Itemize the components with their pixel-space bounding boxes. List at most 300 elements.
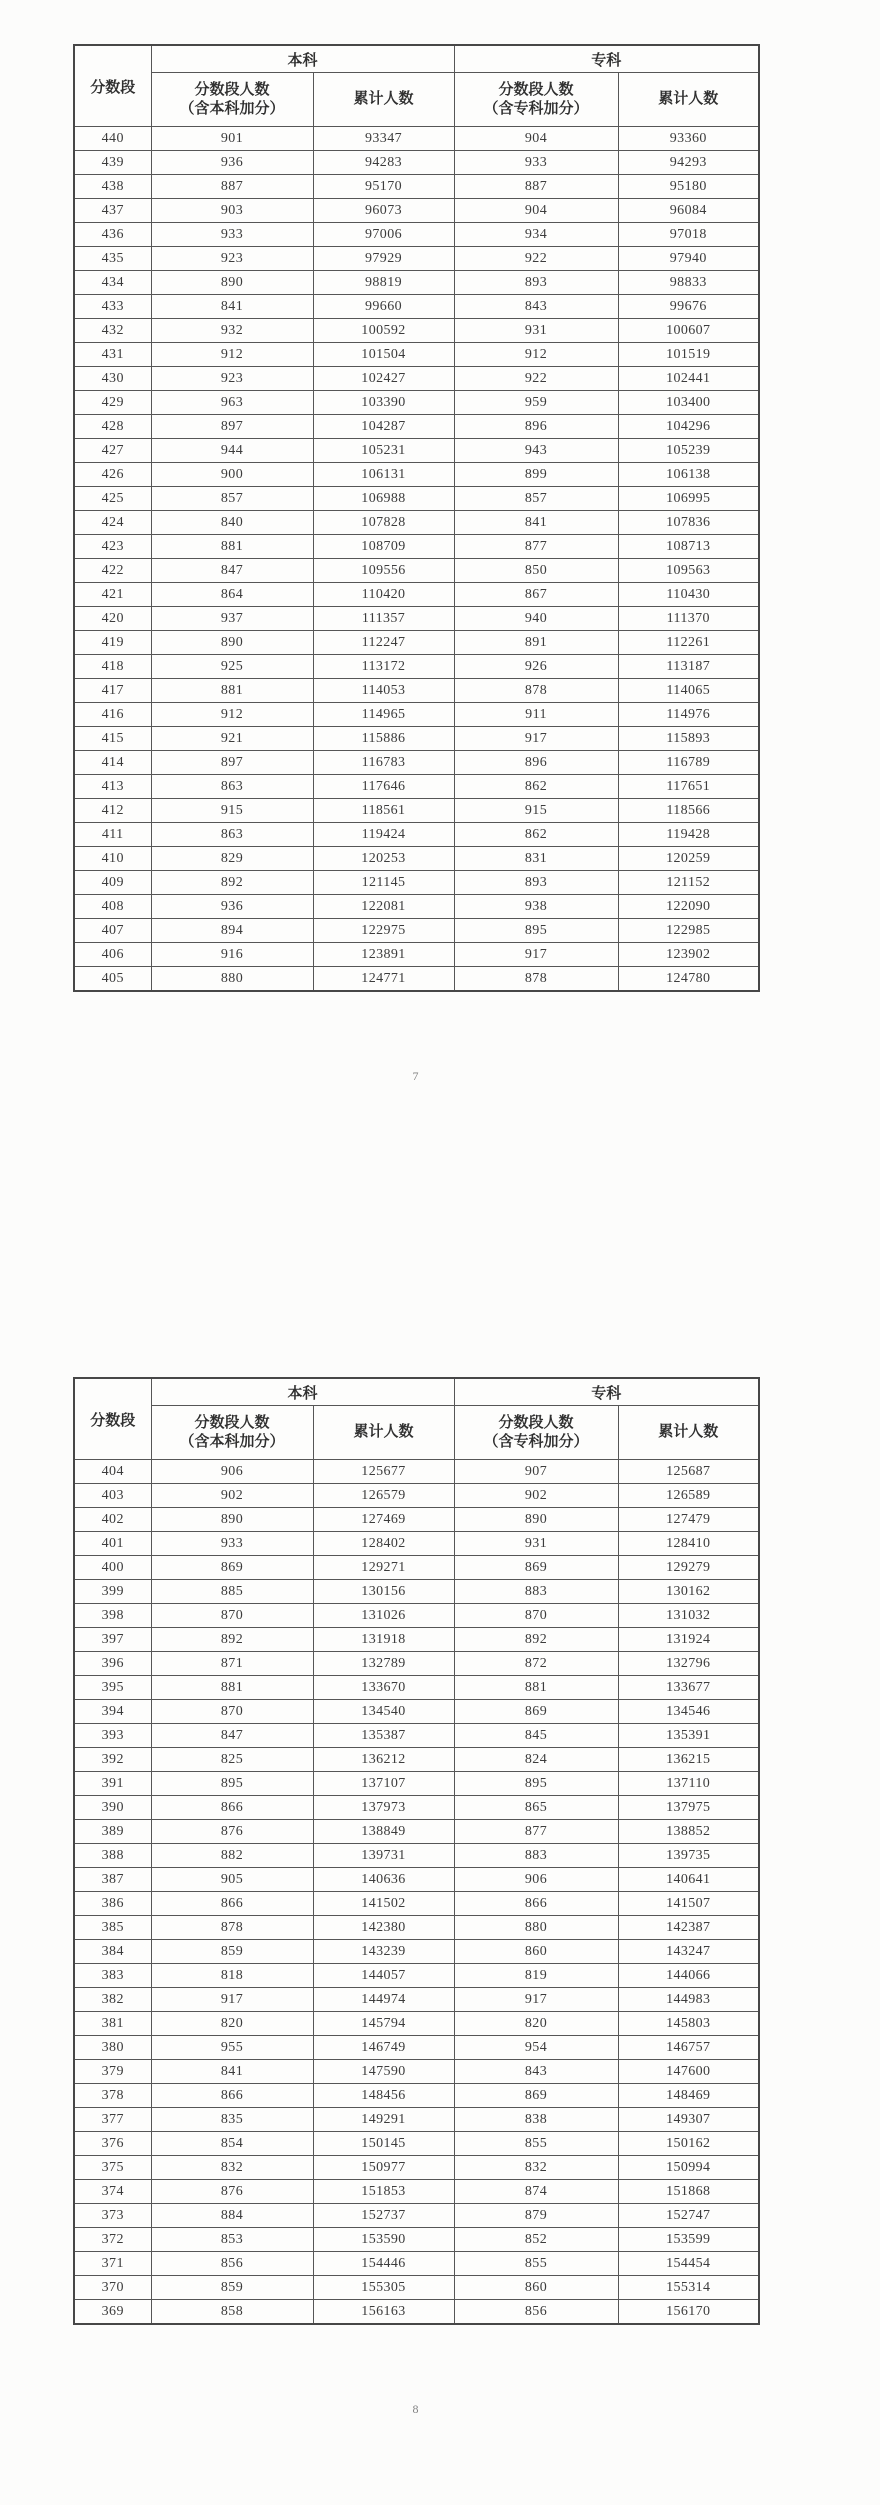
table-cell: 133677	[618, 1676, 759, 1700]
table-cell: 113187	[618, 655, 759, 679]
table-row	[74, 1820, 759, 1844]
header-line: 分数段人数	[498, 1414, 574, 1431]
table-cell: 115886	[313, 727, 454, 751]
table-cell: 384	[74, 1940, 151, 1964]
table-cell: 108709	[313, 535, 454, 559]
table-cell: 876	[151, 1820, 313, 1844]
table-cell: 108713	[618, 535, 759, 559]
table-cell: 840	[151, 511, 313, 535]
table-cell: 390	[74, 1796, 151, 1820]
table-row	[74, 1940, 759, 1964]
table-cell: 860	[454, 2276, 618, 2300]
table-cell: 819	[454, 1964, 618, 1988]
table-cell: 825	[151, 1748, 313, 1772]
table-cell: 850	[454, 559, 618, 583]
table-cell: 912	[151, 343, 313, 367]
table-cell: 906	[454, 1868, 618, 1892]
table-cell: 399	[74, 1580, 151, 1604]
table-cell: 857	[454, 487, 618, 511]
table-cell: 883	[454, 1844, 618, 1868]
table-row	[74, 1916, 759, 1940]
table-header-sub-row	[74, 73, 759, 127]
table-cell: 150162	[618, 2132, 759, 2156]
table-row	[74, 703, 759, 727]
table-cell: 818	[151, 1964, 313, 1988]
table-cell: 838	[454, 2108, 618, 2132]
table-row	[74, 151, 759, 175]
table-cell: 881	[151, 535, 313, 559]
table-cell: 881	[151, 1676, 313, 1700]
table-row	[74, 2300, 759, 2325]
table-cell: 398	[74, 1604, 151, 1628]
table-cell: 119424	[313, 823, 454, 847]
table-row	[74, 2228, 759, 2252]
table-cell: 855	[454, 2252, 618, 2276]
table-cell: 126579	[313, 1484, 454, 1508]
table-cell: 869	[454, 1700, 618, 1724]
table-cell: 147600	[618, 2060, 759, 2084]
table-cell: 114053	[313, 679, 454, 703]
table-row	[74, 871, 759, 895]
table-cell: 109563	[618, 559, 759, 583]
table-cell: 97018	[618, 223, 759, 247]
table-cell: 922	[454, 367, 618, 391]
table-cell: 402	[74, 1508, 151, 1532]
table-cell: 122090	[618, 895, 759, 919]
table-row	[74, 1532, 759, 1556]
table-cell: 106138	[618, 463, 759, 487]
table-cell: 121145	[313, 871, 454, 895]
table-body-page-8	[74, 1460, 759, 2325]
column-group-college: 专科	[454, 1378, 759, 1406]
table-cell: 372	[74, 2228, 151, 2252]
table-row	[74, 2156, 759, 2180]
table-cell: 438	[74, 175, 151, 199]
column-header-college-cumulative: 累计人数	[618, 1406, 759, 1460]
table-cell: 860	[454, 1940, 618, 1964]
table-cell: 917	[454, 943, 618, 967]
table-cell: 136215	[618, 1748, 759, 1772]
table-cell: 416	[74, 703, 151, 727]
table-cell: 897	[151, 415, 313, 439]
table-cell: 101504	[313, 343, 454, 367]
table-cell: 110420	[313, 583, 454, 607]
table-cell: 394	[74, 1700, 151, 1724]
table-cell: 863	[151, 823, 313, 847]
table-cell: 410	[74, 847, 151, 871]
table-cell: 137973	[313, 1796, 454, 1820]
table-cell: 831	[454, 847, 618, 871]
table-cell: 847	[151, 1724, 313, 1748]
table-cell: 901	[151, 127, 313, 151]
table-cell: 923	[151, 247, 313, 271]
table-cell: 835	[151, 2108, 313, 2132]
table-cell: 114976	[618, 703, 759, 727]
table-row	[74, 1484, 759, 1508]
table-cell: 391	[74, 1772, 151, 1796]
table-cell: 137107	[313, 1772, 454, 1796]
table-row	[74, 559, 759, 583]
table-cell: 959	[454, 391, 618, 415]
page-number: 8	[412, 2402, 419, 2416]
table-cell: 876	[151, 2180, 313, 2204]
column-header-undergrad-cumulative: 累计人数	[313, 73, 454, 127]
table-cell: 887	[151, 175, 313, 199]
table-cell: 917	[151, 1988, 313, 2012]
table-cell: 884	[151, 2204, 313, 2228]
table-cell: 94293	[618, 151, 759, 175]
table-cell: 911	[454, 703, 618, 727]
table-row	[74, 247, 759, 271]
table-row	[74, 775, 759, 799]
table-cell: 870	[151, 1604, 313, 1628]
table-cell: 138852	[618, 1820, 759, 1844]
table-cell: 897	[151, 751, 313, 775]
table-row	[74, 2060, 759, 2084]
table-cell: 936	[151, 151, 313, 175]
table-cell: 880	[454, 1916, 618, 1940]
table-cell: 148456	[313, 2084, 454, 2108]
table-cell: 429	[74, 391, 151, 415]
table-row	[74, 1556, 759, 1580]
table-cell: 412	[74, 799, 151, 823]
table-cell: 892	[454, 1628, 618, 1652]
table-row	[74, 511, 759, 535]
table-cell: 890	[151, 631, 313, 655]
table-row	[74, 1604, 759, 1628]
table-cell: 388	[74, 1844, 151, 1868]
column-group-undergraduate: 本科	[151, 1378, 454, 1406]
table-cell: 845	[454, 1724, 618, 1748]
table-cell: 866	[454, 1892, 618, 1916]
table-cell: 869	[454, 2084, 618, 2108]
table-cell: 866	[151, 2084, 313, 2108]
table-cell: 932	[151, 319, 313, 343]
table-cell: 426	[74, 463, 151, 487]
table-row	[74, 2252, 759, 2276]
table-cell: 156170	[618, 2300, 759, 2325]
table-cell: 915	[454, 799, 618, 823]
table-row	[74, 2012, 759, 2036]
table-cell: 146757	[618, 2036, 759, 2060]
table-header-group-row	[74, 1378, 759, 1406]
table-cell: 147590	[313, 2060, 454, 2084]
table-cell: 103390	[313, 391, 454, 415]
table-cell: 155314	[618, 2276, 759, 2300]
table-cell: 871	[151, 1652, 313, 1676]
table-cell: 890	[454, 1508, 618, 1532]
table-cell: 131026	[313, 1604, 454, 1628]
table-row	[74, 799, 759, 823]
table-cell: 96073	[313, 199, 454, 223]
table-cell: 139731	[313, 1844, 454, 1868]
table-row	[74, 2204, 759, 2228]
table-cell: 890	[151, 271, 313, 295]
table-cell: 371	[74, 2252, 151, 2276]
table-cell: 820	[151, 2012, 313, 2036]
table-cell: 428	[74, 415, 151, 439]
table-cell: 895	[151, 1772, 313, 1796]
table-cell: 405	[74, 967, 151, 992]
score-distribution-table-page-7	[73, 44, 760, 992]
table-cell: 891	[454, 631, 618, 655]
table-row	[74, 535, 759, 559]
table-cell: 915	[151, 799, 313, 823]
table-cell: 847	[151, 559, 313, 583]
table-cell: 141507	[618, 1892, 759, 1916]
table-cell: 440	[74, 127, 151, 151]
table-cell: 896	[454, 751, 618, 775]
table-cell: 955	[151, 2036, 313, 2060]
table-cell: 103400	[618, 391, 759, 415]
table-cell: 870	[151, 1700, 313, 1724]
table-cell: 874	[454, 2180, 618, 2204]
table-cell: 140636	[313, 1868, 454, 1892]
table-cell: 420	[74, 607, 151, 631]
table-cell: 912	[454, 343, 618, 367]
table-cell: 853	[151, 2228, 313, 2252]
column-header-undergrad-cumulative: 累计人数	[313, 1406, 454, 1460]
table-cell: 864	[151, 583, 313, 607]
table-cell: 944	[151, 439, 313, 463]
table-cell: 151868	[618, 2180, 759, 2204]
table-cell: 106995	[618, 487, 759, 511]
table-row	[74, 391, 759, 415]
table-cell: 931	[454, 319, 618, 343]
table-cell: 432	[74, 319, 151, 343]
table-cell: 824	[454, 1748, 618, 1772]
table-cell: 155305	[313, 2276, 454, 2300]
table-cell: 133670	[313, 1676, 454, 1700]
table-cell: 877	[454, 535, 618, 559]
table-row	[74, 439, 759, 463]
table-cell: 154446	[313, 2252, 454, 2276]
table-header-group-row	[74, 45, 759, 73]
table-cell: 101519	[618, 343, 759, 367]
table-cell: 375	[74, 2156, 151, 2180]
table-cell: 128402	[313, 1532, 454, 1556]
column-group-undergraduate: 本科	[151, 45, 454, 73]
table-row	[74, 1748, 759, 1772]
table-cell: 872	[454, 1652, 618, 1676]
table-cell: 152737	[313, 2204, 454, 2228]
table-cell: 881	[151, 679, 313, 703]
column-header-college-cumulative: 累计人数	[618, 73, 759, 127]
table-cell: 406	[74, 943, 151, 967]
table-cell: 107828	[313, 511, 454, 535]
table-cell: 106988	[313, 487, 454, 511]
table-cell: 117646	[313, 775, 454, 799]
table-cell: 118561	[313, 799, 454, 823]
table-cell: 894	[151, 919, 313, 943]
table-cell: 912	[151, 703, 313, 727]
table-cell: 145794	[313, 2012, 454, 2036]
table-cell: 857	[151, 487, 313, 511]
column-header-undergrad-count	[151, 1406, 313, 1460]
table-cell: 902	[151, 1484, 313, 1508]
table-cell: 139735	[618, 1844, 759, 1868]
table-cell: 134546	[618, 1700, 759, 1724]
table-cell: 902	[454, 1484, 618, 1508]
table-cell: 145803	[618, 2012, 759, 2036]
header-line: （含本科加分）	[179, 1433, 285, 1450]
table-cell: 963	[151, 391, 313, 415]
table-cell: 150145	[313, 2132, 454, 2156]
table-cell: 882	[151, 1844, 313, 1868]
table-cell: 98833	[618, 271, 759, 295]
table-cell: 869	[151, 1556, 313, 1580]
table-row	[74, 199, 759, 223]
table-row	[74, 1772, 759, 1796]
table-cell: 116783	[313, 751, 454, 775]
table-cell: 852	[454, 2228, 618, 2252]
table-cell: 829	[151, 847, 313, 871]
table-cell: 140641	[618, 1868, 759, 1892]
table-row	[74, 1988, 759, 2012]
table-cell: 922	[454, 247, 618, 271]
table-cell: 423	[74, 535, 151, 559]
table-cell: 143239	[313, 1940, 454, 1964]
table-cell: 95180	[618, 175, 759, 199]
table-cell: 418	[74, 655, 151, 679]
table-cell: 154454	[618, 2252, 759, 2276]
table-cell: 862	[454, 775, 618, 799]
table-row	[74, 2180, 759, 2204]
table-row	[74, 2132, 759, 2156]
table-cell: 378	[74, 2084, 151, 2108]
table-cell: 142387	[618, 1916, 759, 1940]
table-row	[74, 367, 759, 391]
table-row	[74, 1700, 759, 1724]
table-cell: 126589	[618, 1484, 759, 1508]
table-cell: 890	[151, 1508, 313, 1532]
table-cell: 105231	[313, 439, 454, 463]
table-cell: 129279	[618, 1556, 759, 1580]
table-cell: 925	[151, 655, 313, 679]
table-cell: 95170	[313, 175, 454, 199]
table-row	[74, 631, 759, 655]
table-cell: 896	[454, 415, 618, 439]
table-cell: 401	[74, 1532, 151, 1556]
table-cell: 933	[454, 151, 618, 175]
table-cell: 940	[454, 607, 618, 631]
table-cell: 99660	[313, 295, 454, 319]
table-row	[74, 2108, 759, 2132]
table-cell: 419	[74, 631, 151, 655]
column-group-college: 专科	[454, 45, 759, 73]
table-cell: 843	[454, 295, 618, 319]
table-cell: 408	[74, 895, 151, 919]
header-line: 分数段人数	[498, 81, 574, 98]
table-cell: 94283	[313, 151, 454, 175]
table-cell: 865	[454, 1796, 618, 1820]
table-cell: 112247	[313, 631, 454, 655]
table-cell: 102441	[618, 367, 759, 391]
table-cell: 832	[454, 2156, 618, 2180]
table-cell: 122975	[313, 919, 454, 943]
table-cell: 926	[454, 655, 618, 679]
table-cell: 389	[74, 1820, 151, 1844]
table-row	[74, 895, 759, 919]
table-cell: 943	[454, 439, 618, 463]
header-line: 分数段人数	[194, 1414, 270, 1431]
table-cell: 123902	[618, 943, 759, 967]
table-cell: 144057	[313, 1964, 454, 1988]
table-cell: 93360	[618, 127, 759, 151]
table-cell: 97929	[313, 247, 454, 271]
table-cell: 104296	[618, 415, 759, 439]
table-cell: 855	[454, 2132, 618, 2156]
table-cell: 127469	[313, 1508, 454, 1532]
table-cell: 392	[74, 1748, 151, 1772]
table-cell: 120259	[618, 847, 759, 871]
table-cell: 97940	[618, 247, 759, 271]
table-header-sub-row	[74, 1406, 759, 1460]
table-cell: 400	[74, 1556, 151, 1580]
table-cell: 137110	[618, 1772, 759, 1796]
table-body-page-7	[74, 127, 759, 992]
table-row	[74, 1844, 759, 1868]
table-cell: 867	[454, 583, 618, 607]
table-cell: 127479	[618, 1508, 759, 1532]
table-row	[74, 1508, 759, 1532]
table-row	[74, 1868, 759, 1892]
table-row	[74, 607, 759, 631]
table-row	[74, 487, 759, 511]
table-cell: 100607	[618, 319, 759, 343]
table-cell: 431	[74, 343, 151, 367]
table-cell: 414	[74, 751, 151, 775]
table-row	[74, 1676, 759, 1700]
table-cell: 131924	[618, 1628, 759, 1652]
table-cell: 382	[74, 1988, 151, 2012]
table-cell: 905	[151, 1868, 313, 1892]
table-cell: 916	[151, 943, 313, 967]
table-cell: 921	[151, 727, 313, 751]
table-cell: 435	[74, 247, 151, 271]
table-cell: 98819	[313, 271, 454, 295]
table-cell: 395	[74, 1676, 151, 1700]
table-cell: 841	[454, 511, 618, 535]
table-cell: 387	[74, 1868, 151, 1892]
table-cell: 413	[74, 775, 151, 799]
table-cell: 120253	[313, 847, 454, 871]
table-cell: 380	[74, 2036, 151, 2060]
header-line: （含专科加分）	[483, 100, 589, 117]
table-cell: 904	[454, 199, 618, 223]
table-cell: 903	[151, 199, 313, 223]
table-cell: 117651	[618, 775, 759, 799]
table-row	[74, 823, 759, 847]
table-cell: 938	[454, 895, 618, 919]
table-cell: 885	[151, 1580, 313, 1604]
column-header-undergrad-count	[151, 73, 313, 127]
table-cell: 383	[74, 1964, 151, 1988]
table-cell: 923	[151, 367, 313, 391]
table-cell: 393	[74, 1724, 151, 1748]
table-cell: 895	[454, 1772, 618, 1796]
table-cell: 100592	[313, 319, 454, 343]
table-cell: 131032	[618, 1604, 759, 1628]
table-cell: 933	[151, 1532, 313, 1556]
table-cell: 878	[454, 967, 618, 992]
table-row	[74, 727, 759, 751]
table-cell: 430	[74, 367, 151, 391]
table-cell: 917	[454, 1988, 618, 2012]
table-row	[74, 1796, 759, 1820]
table-cell: 934	[454, 223, 618, 247]
table-cell: 106131	[313, 463, 454, 487]
